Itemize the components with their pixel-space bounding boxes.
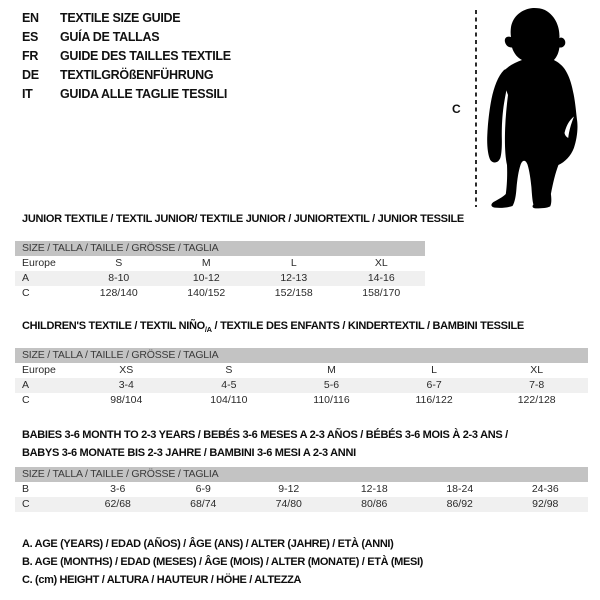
children-table-title [22, 320, 524, 334]
table-cell: L [431, 364, 437, 376]
legend-line-c: C. (cm) HEIGHT / ALTURA / HAUTEUR / HÖHE / ALTEZZA [22, 574, 302, 586]
language-row-fr [22, 47, 231, 66]
legend-line-b: B. AGE (MONTHS) / EDAD (MESES) / ÂGE (MOIS) / ALTER (MONATE) / ETÀ (MESI) [22, 556, 423, 568]
babies-size-table [15, 467, 588, 512]
table-cell: 74/80 [275, 498, 302, 510]
table-cell: 8-10 [108, 272, 130, 284]
table-cell: 80/86 [361, 498, 388, 510]
language-code: ES [22, 30, 39, 44]
table-cell: 4-5 [221, 379, 237, 391]
table-cell: 62/68 [104, 498, 131, 510]
language-code: FR [22, 49, 39, 63]
language-title: GUIDE DES TAILLES TEXTILE [60, 49, 231, 63]
table-row-b [15, 482, 588, 497]
table-cell: XL [530, 364, 544, 376]
table-cell: 7-8 [529, 379, 545, 391]
row-label: C [22, 498, 30, 510]
table-cell: 10-12 [192, 272, 220, 284]
table-cell: 5-6 [323, 379, 340, 391]
language-code: EN [22, 11, 39, 25]
height-measure-label: C [452, 102, 461, 116]
babies-title-line-1: BABIES 3-6 MONTH TO 2-3 YEARS / BEBÉS 3-6 MESES A 2-3 AÑOS / BÉBÉS 3-6 MOIS À 2-3 ANS / [22, 429, 508, 441]
table-cell: 104/110 [210, 394, 248, 406]
legend-line-a: A. AGE (YEARS) / EDAD (AÑOS) / ÂGE (ANS) / ALTER (JAHRE) / ETÀ (ANNI) [22, 538, 394, 550]
language-row-it [22, 85, 231, 104]
row-label: B [22, 483, 30, 495]
table-cell: L [290, 257, 297, 269]
table-row-c [15, 497, 588, 512]
table-cell: 98/104 [110, 394, 143, 406]
table-cell: 116/122 [415, 394, 453, 406]
table-cell: 128/140 [99, 287, 138, 299]
row-label: C [22, 287, 30, 299]
junior-size-table [15, 241, 425, 301]
table-cell: 18-24 [446, 483, 474, 495]
measurement-legend [22, 535, 423, 589]
table-cell: 14-16 [367, 272, 395, 284]
table-cell: 6-9 [195, 483, 211, 495]
language-title-list [22, 9, 231, 104]
title-subscript: /A [204, 325, 212, 335]
size-header-row: SIZE / TALLA / TAILLE / GRÖSSE / TAGLIA [15, 241, 425, 256]
table-cell: 140/152 [187, 287, 226, 299]
table-cell: 92/98 [532, 498, 559, 510]
table-cell: S [115, 257, 123, 269]
junior-table-title: JUNIOR TEXTILE / TEXTIL JUNIOR/ TEXTILE JUNIOR / JUNIORTEXTIL / JUNIOR TESSILE [22, 213, 464, 225]
table-cell: 86/92 [446, 498, 473, 510]
table-cell: 9-12 [278, 483, 300, 495]
table-cell: XL [374, 257, 388, 269]
table-cell: 152/158 [274, 287, 313, 299]
language-row-es [22, 28, 231, 47]
language-title: TEXTILE SIZE GUIDE [60, 11, 181, 25]
table-cell: 12-13 [280, 272, 308, 284]
table-row-a [15, 271, 425, 286]
language-row-de [22, 66, 231, 85]
table-cell: 3-6 [110, 483, 126, 495]
language-row-en [22, 9, 231, 28]
table-cell: 110/116 [313, 394, 350, 406]
row-label: A [22, 379, 30, 391]
table-row-europe [15, 256, 425, 271]
table-row-c [15, 286, 425, 301]
babies-table-title [22, 426, 582, 462]
row-label: Europe [22, 257, 56, 269]
table-row-europe [15, 363, 588, 378]
table-cell: 122/128 [517, 394, 556, 406]
table-cell: M [201, 257, 211, 269]
baby-silhouette-image [487, 7, 593, 209]
language-code: IT [22, 87, 33, 101]
table-row-c [15, 393, 588, 408]
table-cell: S [225, 364, 233, 376]
table-cell: 24-36 [531, 483, 559, 495]
language-title: GUÍA DE TALLAS [60, 30, 160, 44]
language-title: GUIDA ALLE TAGLIE TESSILI [60, 87, 228, 101]
size-header-row: SIZE / TALLA / TAILLE / GRÖSSE / TAGLIA [15, 467, 588, 482]
table-cell: 3-4 [118, 379, 134, 391]
table-cell: 6-7 [426, 379, 442, 391]
table-cell: 68/74 [190, 498, 217, 510]
row-label: C [22, 394, 30, 406]
height-measure-dashed-line [475, 10, 477, 207]
babies-title-line-2: BABYS 3-6 MONATE BIS 2-3 JAHRE / BAMBINI 3-6 MESI A 2-3 ANNI [22, 447, 356, 459]
title-text: / TEXTILE DES ENFANTS / KINDERTEXTIL / BAMBINI TESSILE [211, 320, 524, 332]
table-cell: 12-18 [360, 483, 388, 495]
title-text: CHILDREN'S TEXTILE / TEXTIL NIÑO [22, 320, 205, 332]
size-header-row: SIZE / TALLA / TAILLE / GRÖSSE / TAGLIA [15, 348, 588, 363]
table-cell: XS [119, 364, 134, 376]
children-size-table [15, 348, 588, 408]
row-label: Europe [22, 364, 56, 376]
language-title: TEXTILGRÖßENFÜHRUNG [60, 68, 214, 82]
table-row-a [15, 378, 588, 393]
table-cell: 158/170 [362, 287, 401, 299]
language-code: DE [22, 68, 39, 82]
table-cell: M [327, 364, 336, 376]
row-label: A [22, 272, 30, 284]
